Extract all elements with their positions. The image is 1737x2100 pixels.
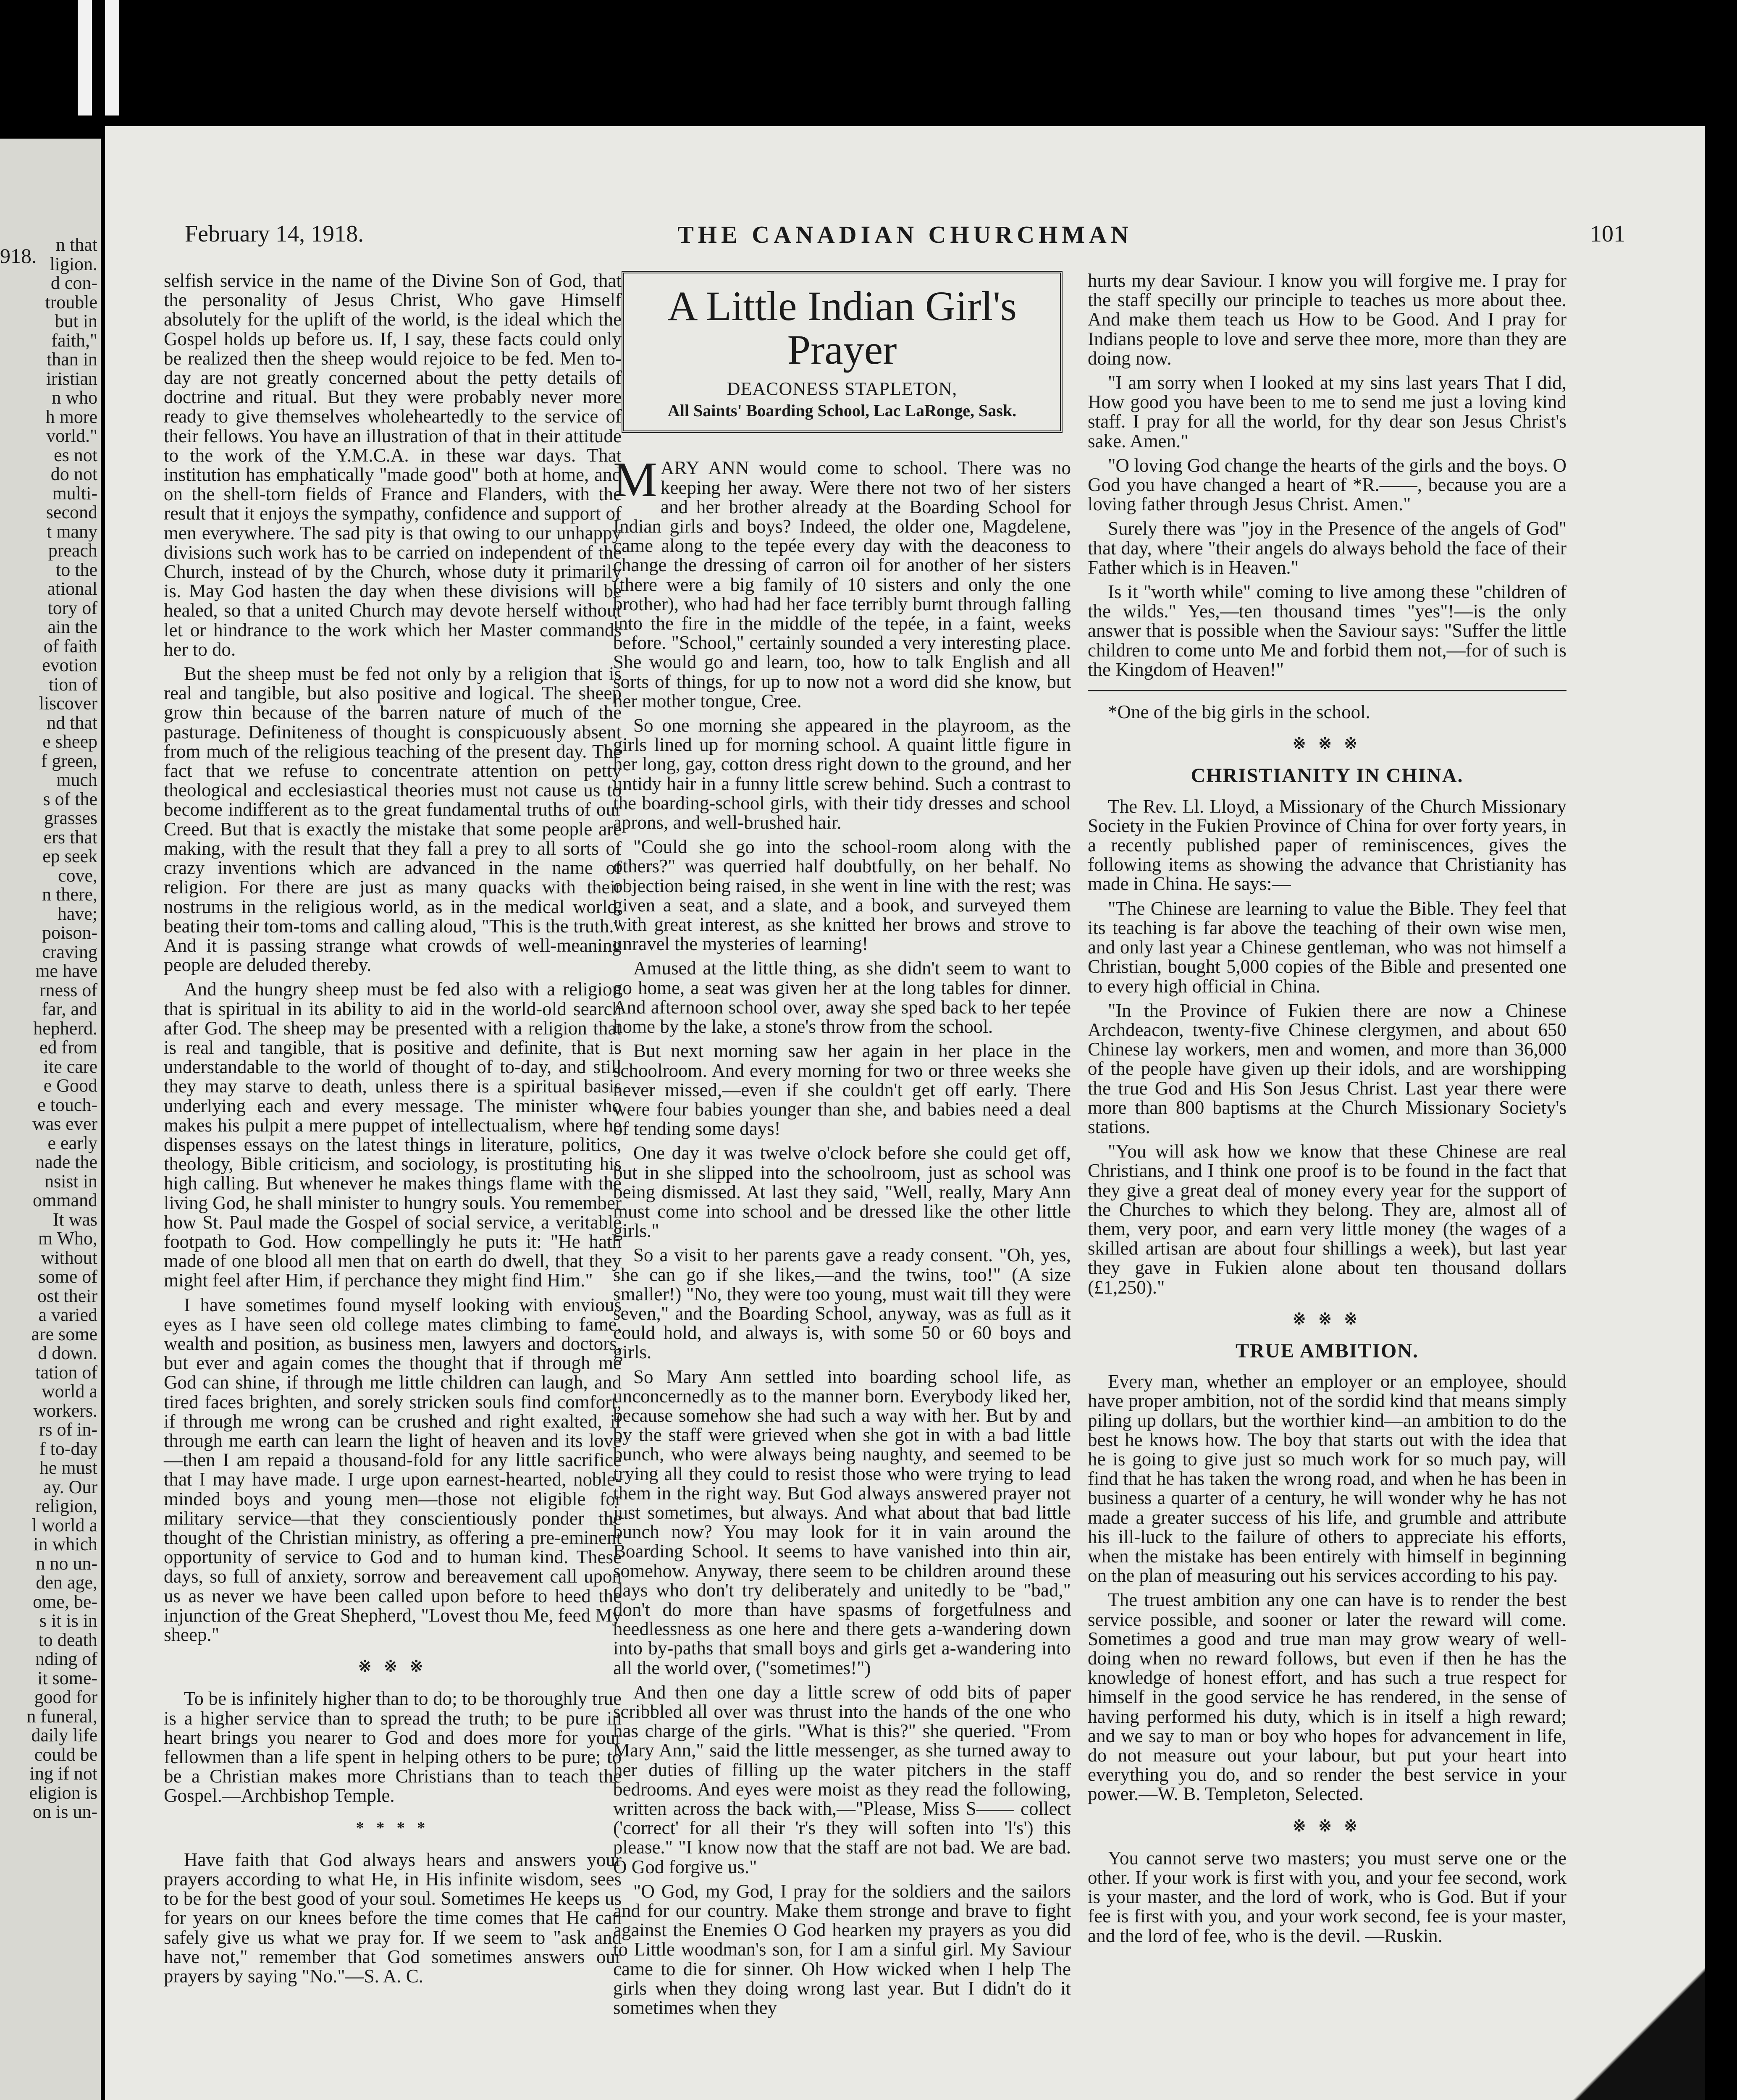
article-paragraph: hurts my dear Saviour. I know you will forgive me. I pray for the staff specilly our principle to teaches us more about thee. And make them teach us How to be Good. And I pray for Indians people to love and serve thee more, more than they are doing now. [1088, 270, 1566, 369]
facing-page-fragment: ed from [39, 1037, 97, 1058]
facing-page-fragment: far, and [42, 999, 97, 1019]
facing-page-fragment: ligion. [50, 253, 97, 274]
facing-page-fragment: of faith [43, 635, 97, 656]
facing-page-fragment: ers that [43, 827, 97, 848]
facing-page-fragment: daily life [31, 1725, 97, 1746]
section-ornament: ※ ※ ※ [1292, 735, 1362, 753]
facing-page-fragment: rs of in- [39, 1419, 97, 1440]
facing-page-fragment: to death [38, 1629, 97, 1650]
facing-page-fragment: f green, [41, 750, 97, 771]
issue-date: February 14, 1918. [185, 221, 364, 247]
facing-page-fragment: could be [34, 1744, 97, 1765]
facing-page-fragment: he must [39, 1457, 97, 1478]
article-title-box [622, 271, 1063, 433]
article-title-line-1: A Little Indian Girl's [667, 283, 1017, 329]
article-paragraph: "O loving God change the hearts of the girls and the boys. O God you have changed a heart of *R.——, because you are a loving father through Jesus Christ. Amen." [1088, 454, 1566, 515]
facing-page-fragment: eligion is [29, 1782, 97, 1803]
facing-page-fragment: nd that [47, 712, 97, 733]
first-paragraph-text: ARY ANN would come to school. There was no keeping her away. Were there not two of her sisters and her brother already at the Boarding School for Indian girls and boys? Indeed, the older one, Magdelene, came along to the tepée every day with the deaconess to change the dressing of carron oil for another of her sisters (there were a big family of 10 sisters and only the one brother), who had had her face terribly burnt through falling into the fire in the middle of the tepée, in a faint, weeks before. "School," certainly sounded a very interesting place. She would go and learn, too, how to talk English and all sorts of things, for up to now not a word did she know, but her mother tongue, Cree. [613, 457, 1071, 711]
facing-page-fragment: religion, [35, 1496, 97, 1516]
facing-page-fragment: ite care [43, 1056, 97, 1077]
facing-page-fragment: second [46, 502, 97, 522]
facing-page-fragment: evotion [42, 655, 97, 675]
article-paragraph: So Mary Ann settled into boarding school life, as unconcernedly as to the manner born. Everybody liked her, because somehow she had such a way with her. But by and by the staff were grieved when she got in with a bad little bunch, who were always being naughty, and seemed to be trying all they could to resist those who were trying to lead them in the right way. But God always answered prayer not just sometimes, but always. And what about that bad little bunch now? You may look for it in vain around the Boarding School. It seems to have vanished into thin air, somehow. Anyway, there seem to be children around these days who don't try deliberately and unitedly to be "bad," don't do more than have spasms of forgetfulness and heedlessness as one here and there gets a-wandering down into by-paths that small boys and girls get a-wandering into all the world over, ("sometimes!") [613, 1366, 1071, 1678]
film-bar-top-left [78, 0, 92, 116]
article-paragraph: Surely there was "joy in the Presence of the angels of God" that day, where "their angels do always behold the face of their Father which is in Heaven." [1088, 518, 1566, 578]
film-bar-top-right [105, 0, 119, 116]
facing-page-fragment: n funeral, [26, 1706, 97, 1727]
article-paragraph: Amused at the little thing, as she didn't seem to want to go home, a seat was given her at the long tables for dinner. And afternoon school over, away she sped back to her tepée home by the lake, a stone's throw from the school. [613, 958, 1071, 1037]
facing-page-number: 918. [0, 244, 37, 268]
facing-page-fragment: ome, be- [33, 1591, 97, 1612]
facing-page-fragment: without [41, 1247, 97, 1268]
article-author: DEACONESS STAPLETON, [727, 378, 958, 399]
scanner-shadow [1529, 1932, 1705, 2100]
facing-page-fragment: It was [52, 1209, 97, 1230]
facing-page-fragment: poison- [42, 922, 97, 943]
facing-page-fragment: n no un- [36, 1553, 97, 1574]
facing-page-fragment: to the [56, 559, 97, 580]
facing-page-fragment: cove, [58, 865, 97, 886]
facing-page-fragment: was ever [32, 1113, 97, 1134]
article-paragraph: So a visit to her parents gave a ready consent. "Oh, yes, she can go if she likes,—and the twins, too!" (A size smaller!) "No, they were too young, must wait till they were seven," and the Boarding School, anyway, was as full as it could hold, and always is, with some 50 or 60 boys and girls. [613, 1244, 1071, 1363]
column-2 [613, 271, 1071, 2022]
china-heading: CHRISTIANITY IN CHINA. [1191, 764, 1464, 787]
article-paragraph: One day it was twelve o'clock before she could get off, but in she slipped into the schoolroom, just as school was being dismissed. At last they said, "Well, really, Mary Ann must come into school and be dressed like the other little girls." [613, 1142, 1071, 1242]
facing-page-fragment: n there, [42, 884, 97, 905]
article-title-line-2: Prayer [787, 326, 897, 373]
article-paragraph: "Could she go into the school-room along with the others?" was querried half doubtfully, on her behalf. No objection being raised, in she went in line with the rest; was given a seat, and a slate, and a book, and surveyed them with great interest, as she knitted her brows and strove to unravel the mysteries of learning! [613, 836, 1071, 955]
facing-page-fragment: tion of [48, 674, 97, 695]
facing-page-fragment: n that [56, 234, 97, 255]
facing-page-fragment: t many [47, 521, 97, 542]
section-ornament: ※ ※ ※ [1292, 1817, 1362, 1835]
article-paragraph: And the hungry sheep must be fed also with a religion that is spiritual in its ability to aid in the world-old search after God. The sheep may be presented with a religion that is real and tangible, that is positive and definite, that is understandable to the world of thought of to-day, and still they may starve to death, unless there is a spiritual basis underlying each and every message. The minister who makes his pulpit a mere puppet of intellectualism, where he dispenses essays on the latest things in literature, politics, theology, Bible criticism, and sociology, is prostituting his high calling. But whenever he makes things flame with the living God, he shall minister to hungry souls. You remember how St. Paul made the Gospel of social service, a veritable footpath to God. How compellingly he puts it: "He hath made of one blood all men that on earth do dwell, that they might feel after Him, if perchance they might find Him." [164, 979, 622, 1291]
temple-quote: To be is infinitely higher than to do; to be thoroughly true is a higher service than to spread the truth; to be pure in heart brings you nearer to God and does more for your fellowmen than a life spent in helping others to be pure; to be a Christian makes more Christians than to teach the Gospel.—Archbishop Temple. [164, 1688, 622, 1806]
article-paragraph: So one morning she appeared in the playroom, as the girls lined up for morning school. A quaint little figure in her long, gay, cotton dress right down to the ground, and her untidy hair in a funny little screw behind. Such a contrast to the boarding-school girls, with their tidy dresses and school aprons, and well-brushed hair. [613, 715, 1071, 833]
facing-page-fragment: than in [47, 349, 97, 370]
facing-page-fragment: do not [50, 464, 97, 484]
facing-page-fragment: it some- [37, 1667, 97, 1688]
facing-page-fragment: vorld." [46, 425, 97, 446]
facing-page-fragment: m Who, [38, 1228, 97, 1249]
facing-page-fragment: a varied [38, 1305, 97, 1325]
column-1 [164, 271, 622, 1991]
facing-page-fragment: iristian [46, 368, 97, 389]
facing-page-fragment: d down. [38, 1343, 97, 1363]
facing-page-text [26, 235, 101, 1822]
facing-page-fragment: h more [45, 406, 97, 427]
article-paragraph: "O God, my God, I pray for the soldiers and the sailors and for our country. Make them stronge and brave to fight against the Enemies O God hearken my prayers as you did to Little woodman's son, for I am a sinful girl. My Saviour came to die for sinner. Oh How wicked when I help The girls when they doing wrong last year. But I didn't do it sometimes when they [613, 1880, 1071, 2019]
article-paragraph [613, 452, 1071, 711]
facing-page-fragment: n who [52, 387, 97, 408]
facing-page-fragment: good for [34, 1687, 97, 1707]
page-number: 101 [1590, 221, 1625, 247]
article-paragraph: But next morning saw her again in her place in the schoolroom. And every morning for two or three weeks she never missed,—even if she couldn't get off early. There were four babies younger than she, and babies need a deal of tending some days! [613, 1040, 1071, 1139]
facing-page-fragment: have; [57, 903, 97, 924]
facing-page-fragment: s of the [43, 788, 97, 809]
section-ornament: ※ ※ ※ [358, 1658, 428, 1676]
article-paragraph: And then one day a little screw of odd bits of paper scribbled all over was thrust into the hands of the one who has charge of the girls. "What is this?" she queried. "From Mary Ann," said the little messenger, as she turned away to her duties of filling up the water pitchers in the staff bedrooms. And eyes were moist as they read the following, written across the back with,—"Please, Miss S—— collect ('correct' for all their 'r's they will soften into 'l's') this please." "I know now that the staff are not bad. We are bad. O God forgive us." [613, 1681, 1071, 1877]
masthead: THE CANADIAN CHURCHMAN [677, 221, 1133, 248]
facing-page-fragment: preach [48, 540, 97, 561]
facing-page-fragment: d con- [50, 273, 97, 293]
facing-page-fragment: e Good [43, 1075, 97, 1096]
article-paragraph: Every man, whether an employer or an employee, should have proper ambition, not of the sordid kind that means simply piling up dollars, but the worthier kind—an ambition to do the best he knows how. The boy that starts out with the idea that he is going to give just so much work for so much pay, will find that he has taken the wrong road, and when he has been in business a quarter of a century, he will wonder why he has not made a greater success of his life, and grumble and attribute his ill-luck to the failure of others to appreciate his efforts, when the mistake has been entirely with himself in beginning on the plan of measuring out his services according to his pay. [1088, 1371, 1566, 1586]
facing-page-fragment: es not [54, 444, 97, 465]
facing-page-fragment: faith," [51, 330, 97, 351]
facing-page-fragment: world a [41, 1381, 97, 1402]
facing-page-fragment: tation of [35, 1362, 97, 1383]
facing-page-fragment: nsist in [45, 1171, 97, 1192]
article-paragraph: "In the Province of Fukien there are now a Chinese Archdeacon, twenty-five Chinese clergymen, and about 650 Chinese lay workers, men and women, and more than 36,000 of the people have given up their idols, and are worshipping the true God and His Son Jesus Christ. Last year there were more than 800 baptisms at the Church Missionary Society's stations. [1088, 1000, 1566, 1137]
section-ornament: ※ ※ ※ [1292, 1310, 1362, 1328]
facing-page-fragment: some of [38, 1266, 97, 1287]
divider-rule [1088, 690, 1566, 691]
facing-page-fragment: much [56, 769, 97, 790]
facing-page-fragment: l world a [31, 1515, 97, 1536]
facing-page-fragment: trouble [45, 291, 97, 312]
facing-page-fragment: e early [47, 1132, 97, 1153]
article-paragraph: But the sheep must be fed not only by a religion that is real and tangible, but also positive and logical. The sheep grow thin because of the barren nature of much of the pasturage. Definiteness of thought is conspicuously absent from much of the religious teaching of the present day. The fact that we refuse to concentrate attention on petty theological and ecclesiastical theories must not cause us to become indifferent as to the great fundamental truths of our Creed. But that is exactly the mistake that some people are making, with the result that they fall a prey to all sorts of crazy inventions which are advanced in the name of religion. For there are just as many quacks with their nostrums in the religious world, as in the medical world, beating their tom-toms and calling aloud, "This is the truth." And it is passing strange what crowds of well-meaning people are deluded thereby. [164, 663, 622, 976]
article-place: All Saints' Boarding School, Lac LaRonge, Sask. [667, 401, 1017, 420]
article-paragraph: The truest ambition any one can have is to render the best service possible, and sooner or later the reward will come. Sometimes a good and true man may grow weary of well-doing when no reward follows, but even if then he has the knowledge of honest effort, and has such a true respect for himself in the good service he has rendered, in the sense of having performed his duty, which is in itself a high reward; and we say to man or boy who hopes for advancement in life, do not measure out your labour, but put your heart into everything you do, and so render the best service in your power.—W. B. Templeton, Selected. [1088, 1589, 1566, 1805]
newspaper-page [105, 126, 1705, 2100]
ruskin-quote: You cannot serve two masters; you must serve one or the other. If your work is first with you, and your fee second, work is your master, and the lord of work, who is God. But if your fee is first with you, and your work second, fee is your master, and the lord of fee, who is the devil. —Ruskin. [1088, 1847, 1566, 1946]
facing-page-fragment: den age, [36, 1572, 97, 1593]
stars-divider: * * * * [356, 1819, 430, 1837]
facing-page-fragment: rness of [39, 979, 97, 1000]
facing-page-fragment: e touch- [37, 1094, 97, 1115]
article-paragraph: "The Chinese are learning to value the Bible. They feel that its teaching is far above the teaching of their own wise men, and only last year a Chinese gentleman, who was not himself a Christian, bought 5,000 copies of the Bible and presented one to every high official in China. [1088, 898, 1566, 997]
column-3 [1088, 271, 1566, 1950]
facing-page-fragment: in which [33, 1534, 97, 1554]
facing-page-edge [0, 139, 101, 2100]
facing-page-fragment: workers. [33, 1400, 97, 1421]
facing-page-fragment: hepherd. [33, 1018, 97, 1039]
facing-page-fragment: me have [35, 961, 97, 981]
facing-page-fragment: f to-day [39, 1438, 97, 1459]
drop-cap: M [613, 452, 657, 507]
facing-page-fragment: ing if not [29, 1763, 97, 1784]
article-paragraph: Is it "worth while" coming to live among these "children of the wilds." Yes,—ten thousand times "yes"!—is the only answer that is possible when the Saviour says: "Suffer the little children to come unto Me and forbid them not,—for of such is the Kingdom of Heaven!" [1088, 581, 1566, 680]
facing-page-fragment: ep seek [42, 846, 97, 866]
facing-page-fragment: craving [42, 941, 97, 962]
article-paragraph: The Rev. Ll. Lloyd, a Missionary of the Church Missionary Society in the Fukien Province of China for over forty years, in a recently published paper of reminiscences, gives the following items as showing the advance that Christianity has made in China. He says:— [1088, 795, 1566, 895]
facing-page-fragment: ommand [33, 1190, 97, 1210]
facing-page-fragment: nding of [35, 1648, 97, 1669]
footnote: *One of the big girls in the school. [1108, 701, 1370, 723]
article-paragraph: "You will ask how we know that these Chinese are real Christians, and I think one proof is to be found in the fact that they give a great deal of money every year for the support of the Churches to which they belong. They are, almost all of them, very poor, and earn very little money (the wages of a skilled artisan are about four shillings a week), but last year they gave in Fukien alone about ten thousand dollars (£1,250)." [1088, 1141, 1566, 1298]
article-paragraph: I have sometimes found myself looking with envious eyes as I have seen old college mates climbing to fame, wealth and position, as business men, lawyers and doctors, but ever and again comes the thought that if through me God can shine, if through me little children can laugh, and tired faces brighten, and sorely stricken souls find comfort, if through me wrong can be crushed and right exalted, if through me earth can learn the light of heaven and its love—then I am repaid a thousand-fold for any little sacrifice that I may have made. I urge upon earnest-hearted, noble-minded boys and young men—those not eligible for military service—that they conscientiously ponder the thought of the Christian ministry, as offering a pre-eminent opportunity of service to God and to human kind. These days, so full of anxiety, sorrow and bereavement call upon us as never we have been called upon before to heed the injunction of the Great Shepherd, "Lovest thou Me, feed My sheep." [164, 1294, 622, 1646]
article-paragraph: selfish service in the name of the Divine Son of God, that the personality of Jesus Christ, Who gave Himself absolutely for the uplift of the world, is the ideal which the Gospel holds up before us. If, I say, these facts could only be realized then the sheep would rejoice to be fed. Men to-day are not greatly concerned about the petty details of doctrine and ritual. But they were probably never more ready to give themselves wholeheartedly to the service of their fellows. You have an illustration of that in their attitude to the work of the Y.M.C.A. in these war days. That institution has emphatically "made good" both at home, and on the shell-torn fields of France and Flanders, with the result that it enjoys the sympathy, confidence and support of men everywhere. The sad pity is that owing to our unhappy divisions such work has to be carried on independent of the Church, instead of by the Church, whose duty it primarily is. May God hasten the day when these divisions will be healed, so that a united Church may devote herself without let or hindrance to the work which her Master commands her to do. [164, 270, 622, 660]
faith-quote: Have faith that God always hears and answers your prayers according to what He, in His infinite wisdom, sees to be for the best good of your soul. Sometimes He keeps us for years on our knees before the time comes that He can safely give us what we pray for. If we seem to "ask and have not," remember that God sometimes answers our prayers by saying "No."—S. A. C. [164, 1849, 622, 1987]
facing-page-fragment: e sheep [42, 731, 97, 752]
facing-page-fragment: on is un- [33, 1801, 97, 1822]
facing-page-fragment: tory of [47, 597, 97, 618]
facing-page-fragment: ational [47, 578, 97, 599]
facing-page-fragment: ain the [47, 617, 97, 637]
article-paragraph: "I am sorry when I looked at my sins last years That I did, How good you have been to me to send me just a loving kind staff. I pray for all the world, for thy dear son Jesus Christ's sake. Amen." [1088, 372, 1566, 452]
ambition-heading: TRUE AMBITION. [1235, 1339, 1419, 1362]
facing-page-fragment: are some [31, 1323, 97, 1344]
facing-page-fragment: liscover [39, 693, 97, 714]
facing-page-fragment: s it is in [39, 1610, 97, 1631]
facing-page-fragment: multi- [52, 483, 97, 504]
facing-page-fragment: grasses [44, 808, 97, 828]
facing-page-fragment: but in [55, 311, 97, 331]
facing-page-fragment: ost their [37, 1285, 97, 1306]
page-header [185, 220, 1625, 250]
facing-page-fragment: nade the [35, 1152, 97, 1172]
facing-page-fragment: ay. Our [43, 1476, 97, 1497]
